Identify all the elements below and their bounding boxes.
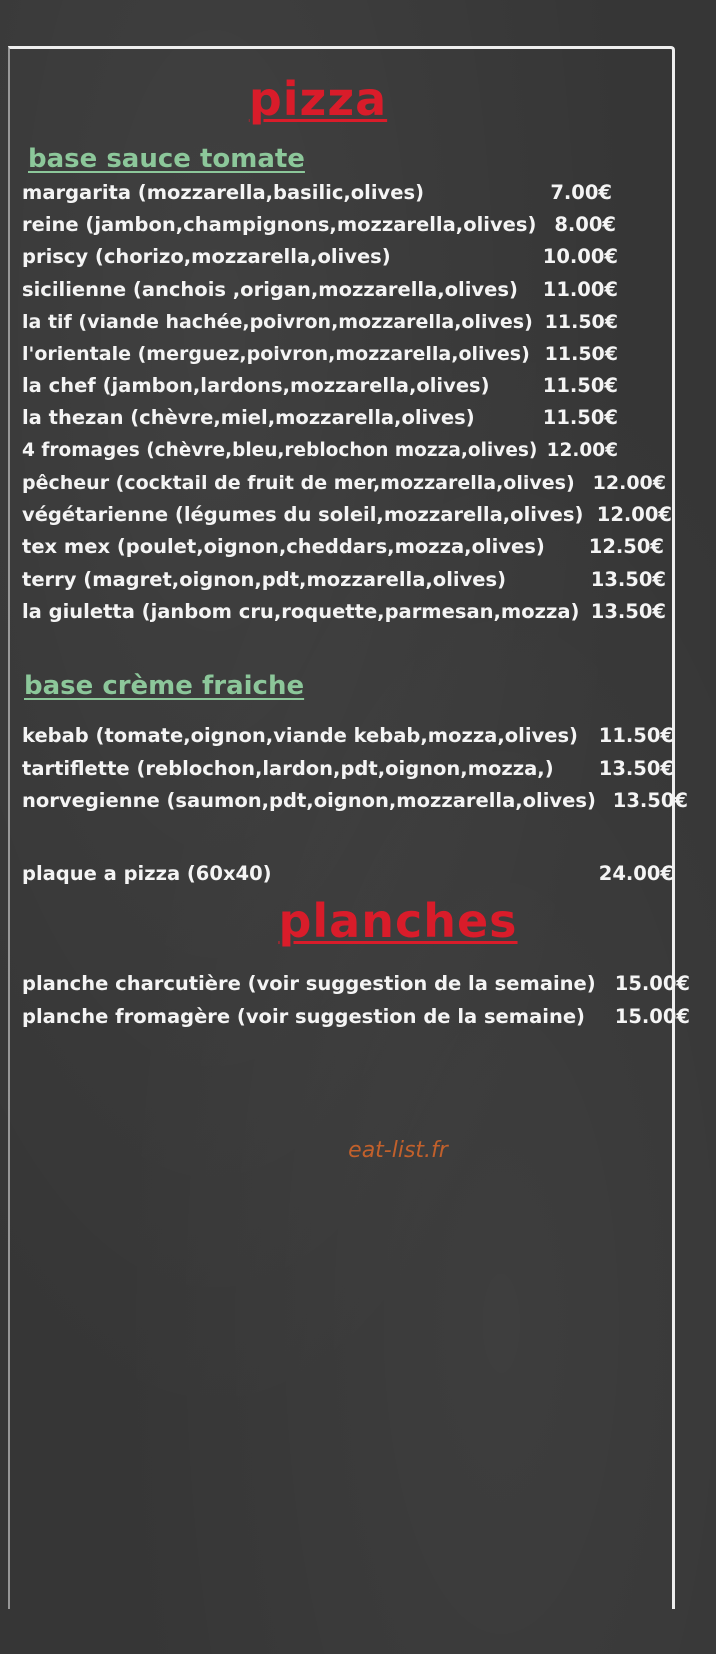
item-name: la giuletta (janbom cru,roquette,parmesan,mozza) [22,600,580,623]
menu-item [22,858,674,890]
item-name: reine (jambon,champignons,mozzarella,olives) [22,213,537,236]
item-name: tartiflette (reblochon,lardon,pdt,oignon,mozza,) [22,757,554,780]
item-name: planche fromagère (voir suggestion de la semaine) [22,1005,585,1028]
item-price: 15.00€ [614,1005,690,1028]
menu-item [22,564,666,596]
menu-item [22,499,672,531]
menu-item [22,338,618,370]
menu-item [22,435,618,467]
item-price: 13.50€ [598,757,674,780]
menu-item [22,241,618,273]
menu-item [22,370,618,402]
item-name: l'orientale (merguez,poivron,mozzarella,olives) [22,343,530,365]
menu-item [22,209,616,241]
item-price: 11.50€ [598,724,674,747]
item-name: végétarienne (légumes du soleil,mozzarella,olives) [22,503,584,526]
menu-item [22,596,666,628]
item-price: 11.50€ [542,374,618,397]
item-name: planche charcutière (voir suggestion de la semaine) [22,972,596,995]
menu-item [22,968,690,1000]
item-price: 12.50€ [588,535,664,558]
item-price: 8.00€ [554,213,616,236]
watermark: eat-list.fr [348,1138,448,1163]
item-name: terry (magret,oignon,pdt,mozzarella,olives) [22,568,507,591]
item-name: plaque a pizza (60x40) [22,862,272,885]
planches-heading: planches [278,894,518,948]
item-name: la thezan (chèvre,miel,mozzarella,olives) [22,406,475,429]
item-name: 4 fromages (chèvre,bleu,reblochon mozza,olives) [22,440,538,461]
item-price: 11.50€ [542,406,618,429]
pizza-heading: pizza [248,72,388,126]
item-price: 13.50€ [612,789,688,812]
item-price: 7.00€ [550,181,612,204]
item-price: 11.50€ [544,343,618,365]
tomate-base-heading: base sauce tomate [28,144,305,174]
creme-base-heading: base crème fraiche [24,671,305,701]
menu-item [22,531,664,563]
menu-item [22,274,618,306]
item-name: kebab (tomate,oignon,viande kebab,mozza,olives) [22,724,578,747]
item-price: 15.00€ [614,972,690,995]
item-price: 11.00€ [542,278,618,301]
menu-item [22,467,666,499]
item-price: 12.00€ [596,503,672,526]
menu-item [22,785,688,817]
item-name: pêcheur (cocktail de fruit de mer,mozzarella,olives) [22,472,575,494]
item-price: 11.50€ [544,311,618,333]
item-price: 12.00€ [592,472,666,494]
menu-item [22,402,618,434]
item-price: 13.50€ [590,600,666,623]
menu-item [22,753,674,785]
item-price: 13.50€ [590,568,666,591]
item-name: tex mex (poulet,oignon,cheddars,mozza,olives) [22,535,545,558]
item-name: la tif (viande hachée,poivron,mozzarella,olives) [22,311,533,333]
item-name: la chef (jambon,lardons,mozzarella,olives) [22,374,490,397]
menu-item [22,1001,690,1033]
menu-item [22,306,618,338]
item-price: 24.00€ [598,862,674,885]
menu-item [22,720,674,752]
item-name: margarita (mozzarella,basilic,olives) [22,181,425,204]
item-name: norvegienne (saumon,pdt,oignon,mozzarella,olives) [22,789,596,812]
item-name: sicilienne (anchois ,origan,mozzarella,olives) [22,278,518,301]
menu-item [22,177,612,209]
item-name: priscy (chorizo,mozzarella,olives) [22,245,391,268]
item-price: 12.00€ [546,440,618,461]
item-price: 10.00€ [542,245,618,268]
